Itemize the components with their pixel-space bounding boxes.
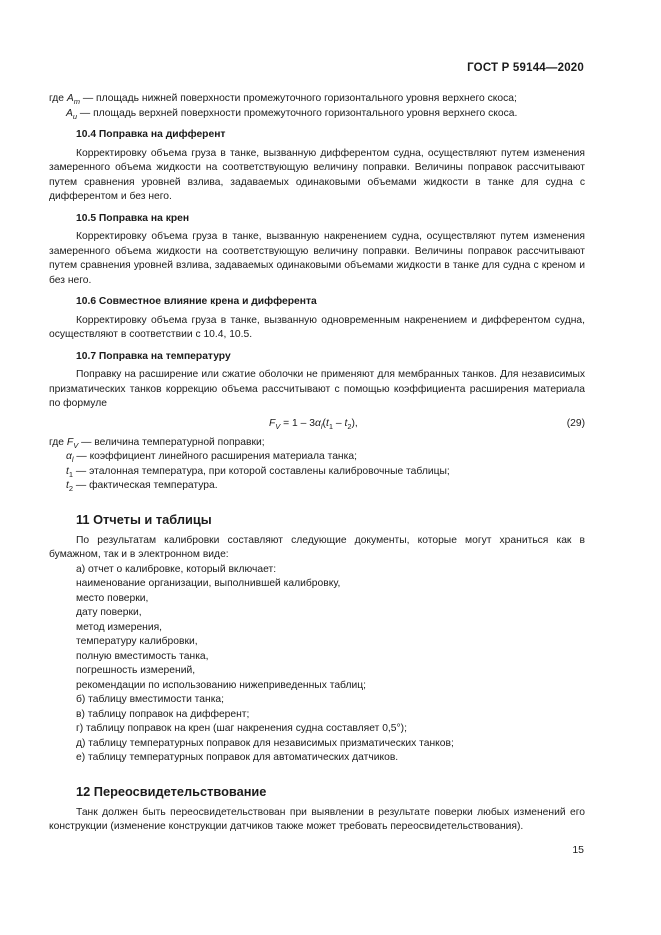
paragraph: Танк должен быть переосвидетельствован при выявлении в результате поверки любых изменений его конструкции (изменение конструкции датчиков также может требовать переосвидетельствования). (49, 806, 585, 832)
formula-29 (49, 415, 585, 434)
list-item: е) таблицу температурных поправок для автоматических датчиков. (76, 752, 399, 763)
paragraph: Поправку на расширение или сжатие оболочки не применяют для мембранных танков. Для независимых призматических танков коррекцию объема рассчитывают с помощью коэффициента расширения материала по формуле (49, 369, 585, 409)
section-heading-12: 12 Переосвидетельствование (76, 783, 267, 799)
formula-number: (29) (566, 417, 585, 429)
definition-line: $t_2$ — фактическая температура. (66, 480, 218, 493)
definition-line: где $A_m$ — площадь нижней поверхности промежуточного горизонтального уровня верхнего скоса; (49, 93, 517, 106)
list-item: наименование организации, выполнившей калибровку, (76, 578, 341, 589)
formula-expression: $F_V = 1 - 3\alpha_l(t_1 - t_2)$, (269, 417, 358, 431)
section-heading-11: 11 Отчеты и таблицы (76, 511, 212, 527)
list-item: погрешность измерений, (76, 665, 196, 676)
section-heading-10-6: 10.6 Совместное влияние крена и дифферента (76, 296, 317, 307)
list-item: метод измерения, (76, 621, 163, 633)
section-heading-10-7: 10.7 Поправка на температуру (76, 350, 231, 362)
list-item: рекомендации по использованию нижеприведенных таблиц; (76, 679, 366, 691)
definition-line: $t_1$ — эталонная температура, при которой составлены калибровочные таблицы; (66, 465, 450, 479)
paragraph: Корректировку объема груза в танке, вызванную одновременным накренением и дифферентом судна, осуществляют в соответствии с 10.4, 10.5. (49, 314, 585, 340)
section-heading-10-4: 10.4 Поправка на дифферент (76, 129, 226, 140)
list-item: полную вместимость танка, (76, 650, 209, 662)
paragraph: Корректировку объема груза в танке, вызванную накренением судна, осуществляют путем изменения замеренного объема жидкости на соответствующую величину поправки. Величины поправок рассчитывают путем сравнения уровней взлива, задаваемых одинаковыми объемами жидкости в танке для судна с креном и без него. (49, 231, 585, 286)
list-item: дату поверки, (76, 607, 142, 618)
definition-line: $A_u$ — площадь верхней поверхности промежуточного горизонтального уровня верхнего скоса. (66, 107, 518, 121)
paragraph: По результатам калибровки составляют следующие документы, которые могут храниться как в бумажном, так и в электронном виде: (49, 534, 585, 560)
list-item: в) таблицу поправок на дифферент; (76, 708, 250, 720)
page-content (49, 92, 585, 835)
list-item: б) таблицу вместимости танка; (76, 694, 225, 705)
list-item: температуру калибровки, (76, 636, 198, 647)
page-number: 15 (572, 844, 584, 856)
definition-line: где $F_V$ — величина температурной поправки; (49, 436, 265, 450)
definition-line: $\alpha_l$ — коэффициент линейного расширения материала танка; (66, 451, 357, 464)
list-item: д) таблицу температурных поправок для независимых призматических танков; (76, 737, 454, 749)
list-item: место поверки, (76, 592, 149, 604)
paragraph: Корректировку объема груза в танке, вызванную дифферентом судна, осуществляют путем изменения замеренного объема жидкости на соответствующую величину поправки. Величины поправок рассчитывают путем сравнения уровней взлива, задаваемых одинаковыми объемами жидкости в танке для судна с дифферентом и без него. (49, 147, 585, 202)
list-item: г) таблицу поправок на крен (шаг накренения судна составляет 0,5°); (76, 723, 407, 734)
section-heading-10-5: 10.5 Поправка на крен (76, 212, 190, 224)
list-item: а) отчет о калибровке, который включает: (76, 563, 277, 575)
document-standard-header: ГОСТ Р 59144—2020 (467, 62, 584, 74)
